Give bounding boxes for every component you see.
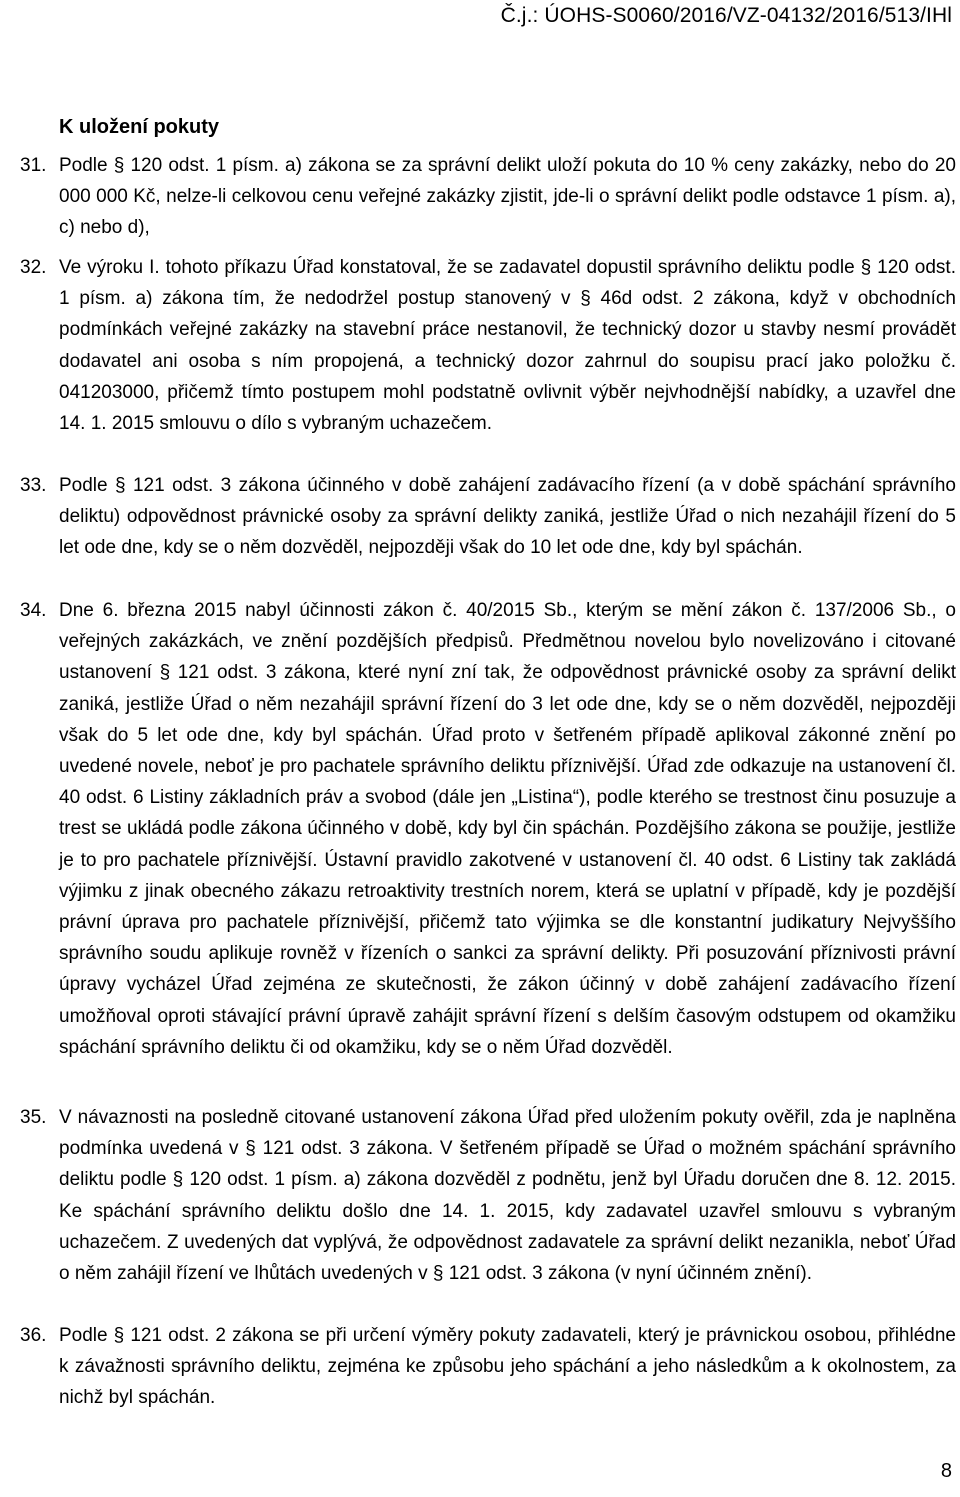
paragraph-number: 33. (20, 475, 47, 496)
paragraph-number: 31. (20, 155, 47, 176)
paragraph-33 (20, 470, 956, 564)
paragraph-number: 35. (20, 1107, 47, 1128)
paragraph-34 (20, 595, 956, 1063)
paragraph-number: 32. (20, 257, 47, 278)
paragraph-number: 36. (20, 1325, 47, 1346)
paragraph-text: Podle § 120 odst. 1 písm. a) zákona se za správní delikt uloží pokuta do 10 % ceny zakázky, nebo do 20 000 000 Kč, nelze-li celkovou cenu veřejné zakázky zjistit, jde-li o správní delikt podle odstavce 1 písm. a), c) nebo d), (59, 155, 956, 239)
section-title: K uložení pokuty (59, 116, 219, 138)
paragraph-text: Podle § 121 odst. 2 zákona se při určení výměry pokuty zadavateli, který je právnickou osobou, přihlédne k závažnosti správního deliktu, zejména ke způsobu jeho spáchání a jeho následkům a k okolnostem, za nichž byl spáchán. (59, 1325, 956, 1409)
paragraph-number: 34. (20, 600, 47, 621)
paragraph-32 (20, 252, 956, 439)
paragraph-text: Ve výroku I. tohoto příkazu Úřad konstatoval, že se zadavatel dopustil správního deliktu podle § 120 odst. 1 písm. a) zákona tím, že nedodržel postup stanovený v § 46d odst. 2 zákona, když v obchodních podmínkách veřejné zakázky na stavební práce nestanovil, že technický dozor u stavby nesmí provádět dodavatel ani osoba s ním propojená, a technický dozor zahrnul do soupisu prací jako položku č. 041203000, přičemž tímto postupem mohl podstatně ovlivnit výběr nejvhodnější nabídky, a uzavřel dne 14. 1. 2015 smlouvu o dílo s vybraným uchazečem. (59, 257, 956, 435)
paragraph-31 (20, 150, 956, 244)
paragraph-36 (20, 1320, 956, 1414)
page-number: 8 (940, 1460, 952, 1482)
paragraph-text: Podle § 121 odst. 3 zákona účinného v době zahájení zadávacího řízení (a v době spáchání správního deliktu) odpovědnost právnické osoby za správní delikty zaniká, jestliže Úřad o nich nezahájil řízení do 5 let ode dne, kdy se o něm dozvěděl, nejpozději však do 10 let ode dne, kdy byl spáchán. (59, 475, 956, 559)
paragraph-text: V návaznosti na posledně citované ustanovení zákona Úřad před uložením pokuty ověřil, zda je naplněna podmínka uvedená v § 121 odst. 3 zákona. V šetřeném případě se Úřad o možném spáchání správního deliktu podle § 120 odst. 1 písm. a) zákona dozvěděl z podnětu, jenž byl Úřadu doručen dne 8. 12. 2015. Ke spáchání správního deliktu došlo dne 14. 1. 2015, kdy zadavatel uzavřel smlouvu s vybraným uchazečem. Z uvedených dat vyplývá, že odpovědnost zadavatele za správní delikt nezanikla, neboť Úřad o něm zahájil řízení ve lhůtách uvedených v § 121 odst. 3 zákona (v nyní účinném znění). (59, 1107, 956, 1285)
paragraph-text: Dne 6. března 2015 nabyl účinnosti zákon č. 40/2015 Sb., kterým se mění zákon č. 137/2006 Sb., o veřejných zakázkách, ve znění pozdějších předpisů. Předmětnou novelou bylo novelizováno i citované ustanovení § 121 odst. 3 zákona, které nyní zní tak, že odpovědnost právnické osoby za správní delikt zaniká, jestliže Úřad o něm nezahájil správní řízení do 3 let ode dne, kdy se o něm dozvěděl, nejpozději však do 5 let ode dne, kdy byl spáchán. Úřad proto v šetřeném případě aplikoval zákonné znění po uvedené novele, neboť je pro pachatele správního deliktu příznivější. Úřad zde odkazuje na ustanovení čl. 40 odst. 6 Listiny základních práv a svobod (dále jen „Listina“), podle kterého se trestnost činu posuzuje a trest se ukládá podle zákona účinného v době, kdy byl čin spáchán. Pozdějšího zákona se použije, jestliže je to pro pachatele příznivější. Ústavní pravidlo zakotvené v ustanovení čl. 40 odst. 6 Listiny tak zakládá výjimku z jinak obecného zákazu retroaktivity trestních norem, která se uplatní v případě, kdy je pozdější právní úprava pro pachatele příznivější, přičemž tato výjimka se dle konstantní judikatury Nejvyššího správního soudu aplikuje rovněž v řízeních o sankci za správní delikty. Při posuzování příznivosti právní úpravy vycházel Úřad zejména ze skutečnosti, že zákon účinný v době zahájení zadávacího řízení umožňoval oproti stávající právní úpravě zahájit správní řízení s delším časovým odstupem od okamžiku spáchání správního deliktu či od okamžiku, kdy se o něm Úřad dozvěděl. (59, 600, 956, 1058)
document-reference: Č.j.: ÚOHS-S0060/2016/VZ-04132/2016/513/IHl (500, 4, 952, 27)
paragraph-35 (20, 1102, 956, 1289)
